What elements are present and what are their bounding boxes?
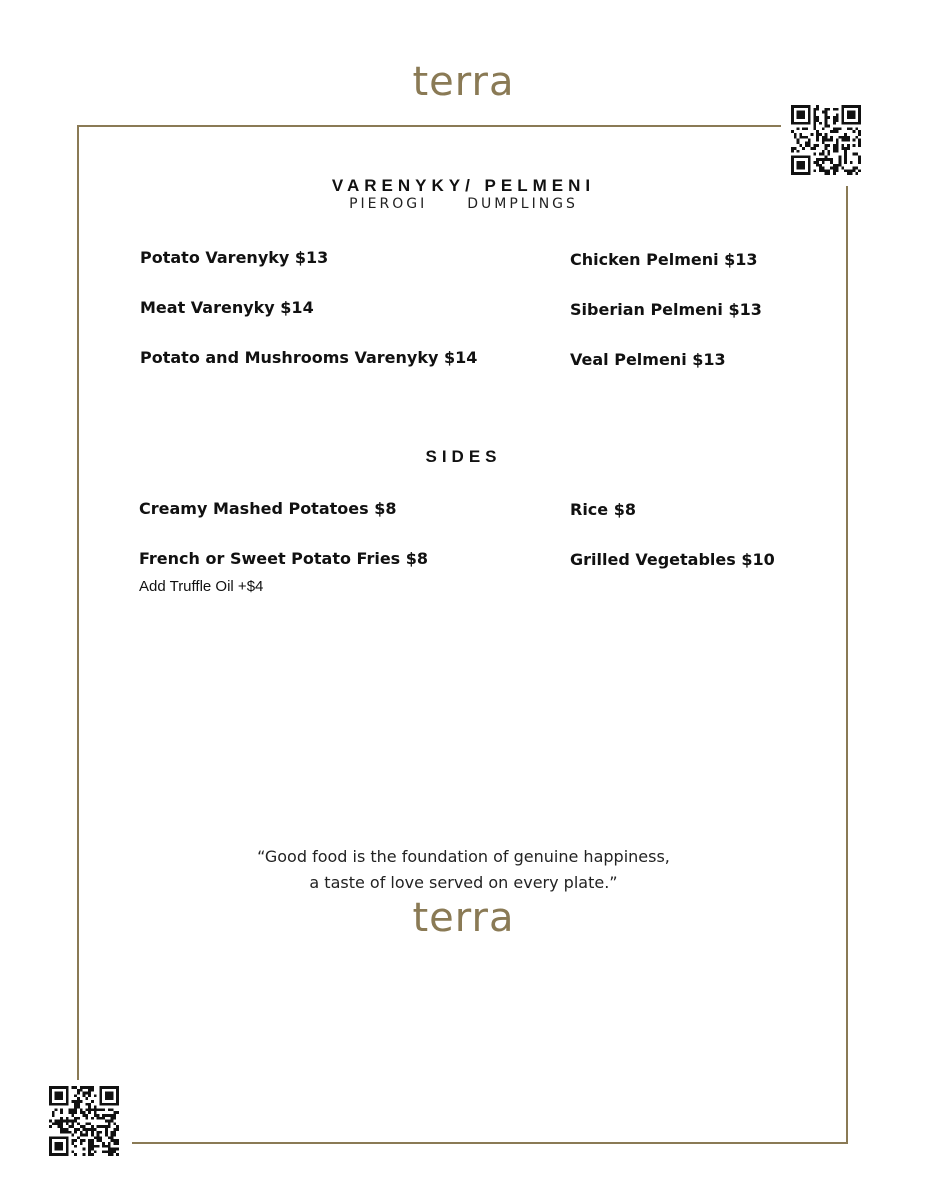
section-title-sides: SIDES: [425, 447, 502, 466]
menu-item: Potato Varenyky $13: [140, 248, 329, 267]
brand-logo-top: terra: [412, 59, 515, 105]
subtitle-pierogi: PIEROGI: [349, 196, 428, 212]
section-title-dumplings: VARENYKY/ PELMENI: [331, 176, 596, 195]
section-subtitle-dumplings: [0, 197, 927, 211]
menu-item: Potato and Mushrooms Varenyky $14: [140, 348, 478, 367]
menu-item: Siberian Pelmeni $13: [570, 300, 762, 319]
menu-item: Veal Pelmeni $13: [570, 350, 726, 369]
frame-line-top: [77, 125, 781, 127]
quote-line-2: a taste of love served on every plate.”: [309, 873, 618, 892]
subtitle-dumplings: DUMPLINGS: [467, 196, 578, 212]
frame-line-right: [846, 186, 848, 1144]
quote-line-1: “Good food is the foundation of genuine happiness,: [257, 847, 670, 866]
qr-code-icon[interactable]: [49, 1086, 119, 1156]
menu-item: Creamy Mashed Potatoes $8: [139, 499, 397, 518]
frame-line-bottom: [132, 1142, 848, 1144]
brand-logo-bottom: terra: [412, 895, 515, 941]
menu-item: Chicken Pelmeni $13: [570, 250, 758, 269]
menu-item: Grilled Vegetables $10: [570, 550, 775, 569]
qr-code-icon[interactable]: [791, 105, 861, 175]
menu-item-note: Add Truffle Oil +$4: [139, 578, 264, 595]
menu-item: Rice $8: [570, 500, 636, 519]
menu-item: Meat Varenyky $14: [140, 298, 314, 317]
menu-item: French or Sweet Potato Fries $8: [139, 549, 429, 568]
